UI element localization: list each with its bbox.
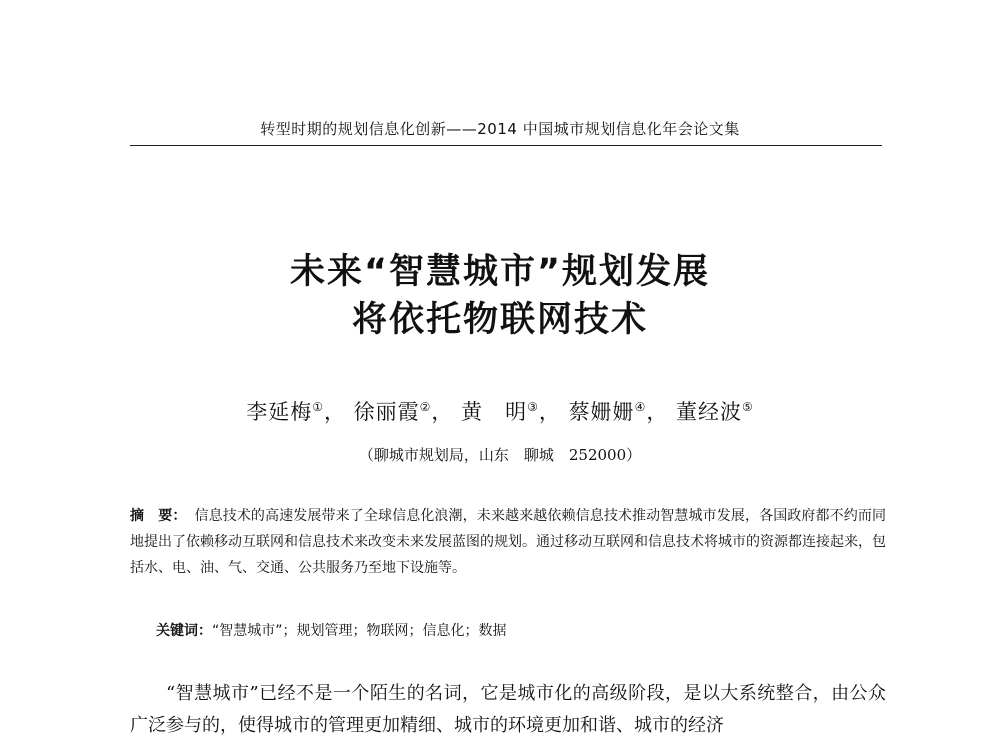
author: 李延梅① [246, 400, 324, 424]
abstract-text: 信息技术的高速发展带来了全球信息化浪潮，未来越来越依赖信息技术推动智慧城市发展，各国政府都不约而同地提出了依赖移动互联网和信息技术来改变未来发展蓝图的规划。通过移动互联网和信息技术将城市的资源都连接起来，包括水、电、油、气、交通、公共服务乃至地下设施等。 [130, 508, 887, 576]
body-paragraph [130, 678, 886, 742]
paper-title-line-1: 未来“智慧城市”规划发展 [289, 252, 710, 292]
author-mark: ② [419, 400, 432, 414]
keywords-label: 关键词： [156, 623, 212, 639]
running-header: 转型时期的规划信息化创新——2014 中国城市规划信息化年会论文集 [260, 120, 740, 138]
paper-title-line-2: 将依托物联网技术 [351, 300, 648, 340]
author: 董经波⑤ [676, 400, 754, 424]
keywords [156, 620, 886, 640]
keywords-text: “智慧城市”；规划管理；物联网；信息化；数据 [212, 623, 507, 639]
author-mark: ⑤ [742, 400, 754, 414]
abstract-label: 摘 要： [130, 508, 187, 524]
author-list: 李延梅①， 徐丽霞②， 黄 明③， 蔡姗姗④， 董经波⑤ [246, 400, 754, 424]
abstract [130, 503, 886, 581]
author: 徐丽霞② [353, 400, 432, 424]
affiliation: （聊城市规划局，山东 聊城 252000） [358, 446, 642, 464]
author: 黄 明③ [461, 400, 539, 424]
header-rule [130, 145, 882, 146]
author-mark: ③ [527, 400, 539, 414]
author-mark: ① [312, 400, 324, 414]
author: 蔡姗姗④ [568, 400, 647, 424]
author-mark: ④ [634, 400, 647, 414]
body-paragraph-text: “智慧城市”已经不是一个陌生的名词，它是城市化的高级阶段，是以大系统整合，由公众广泛参与的，使得城市的管理更加精细、城市的环境更加和谐、城市的经济 [130, 683, 886, 736]
